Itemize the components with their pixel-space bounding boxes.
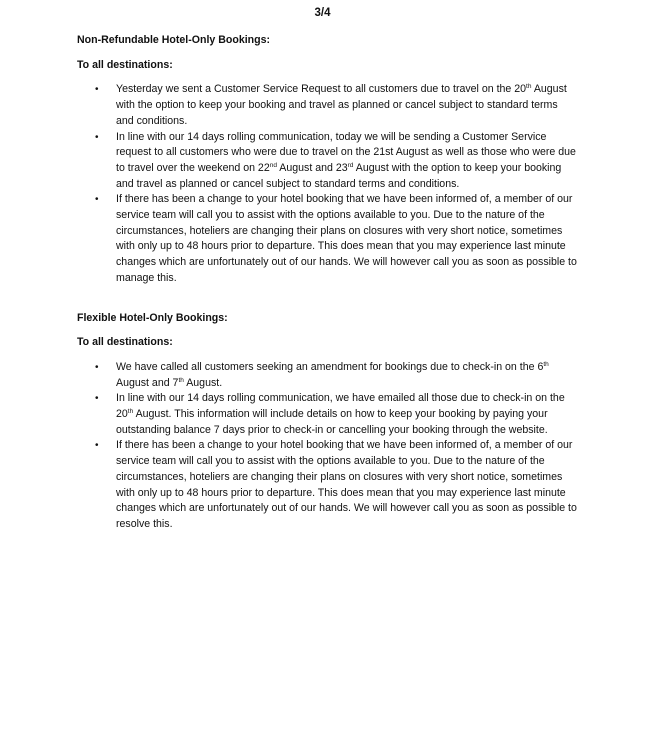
- text-run: In line with our 14 days rolling communication, today we will be sending a Customer Service request to all customers who were due to travel on the 21st August as well as those who were due to travel over the weekend on 22: [116, 130, 576, 174]
- bullet-text: [116, 83, 567, 126]
- ordinal-suffix: nd: [269, 161, 277, 169]
- bullet-text: [116, 193, 577, 284]
- document-body: [77, 33, 577, 533]
- bullet-icon: •: [95, 194, 99, 206]
- text-run: August.: [183, 376, 223, 389]
- bullet-item: [77, 82, 577, 129]
- bullet-icon: •: [95, 131, 99, 143]
- section-flexible: [77, 311, 577, 533]
- bullet-item: [77, 360, 577, 391]
- text-run: August and 7: [116, 376, 179, 389]
- ordinal-suffix: th: [526, 83, 532, 91]
- bullet-text: [116, 131, 576, 190]
- text-run: If there has been a change to your hotel booking that we have been informed of, a member of our service team will call you to assist with the options available to you. Due to the nature of the circumstances, hoteliers are changing their plans on closures with very short notice, sometimes with only up to 48 hours prior to departure. This does mean that you may experience last minute changes which are unfortunately out of our hands. We will however call you as soon as possible to resolve this.: [116, 439, 577, 530]
- text-run: In line with our 14 days rolling communication, we have emailed all those due to check-in on the 20: [116, 392, 565, 421]
- text-run: We have called all customers seeking an amendment for bookings due to check-in on the 6: [116, 360, 544, 373]
- bullet-item: [77, 192, 577, 286]
- section-heading: Flexible Hotel-Only Bookings:: [77, 311, 228, 324]
- bullet-list: [77, 82, 577, 286]
- bullet-icon: •: [95, 440, 99, 452]
- text-run: August with the option to keep your booking and travel as planned or cancel subject to standard terms and conditions.: [116, 83, 567, 127]
- bullet-item: [77, 391, 577, 438]
- bullet-icon: •: [95, 361, 99, 373]
- bullet-item: [77, 130, 577, 193]
- bullet-list: [77, 360, 577, 533]
- bullet-text: [116, 439, 577, 530]
- section-spacer: [77, 287, 577, 311]
- section-subheading: To all destinations:: [77, 336, 173, 349]
- text-run: August. This information will include details on how to keep your booking by paying your outstanding balance 7 days prior to check-in or cancelling your booking through the website.: [116, 408, 548, 436]
- section-non-refundable: [77, 33, 577, 287]
- ordinal-suffix: rd: [347, 161, 354, 169]
- bullet-icon: •: [95, 393, 99, 405]
- ordinal-suffix: th: [127, 408, 134, 416]
- text-run: If there has been a change to your hotel booking that we have been informed of, a member of our service team will call you to assist with the options available to you. Due to the nature of the circumstances, hoteliers are changing their plans on closures with very short notice, sometimes with only up to 48 hours prior to departure. This does mean that you may experience last minute changes which are unfortunately out of our hands. We will however call you as soon as possible to manage this.: [116, 193, 577, 284]
- ordinal-suffix: th: [178, 376, 184, 384]
- page-number: 3/4: [314, 7, 331, 19]
- ordinal-suffix: th: [543, 360, 549, 368]
- bullet-icon: •: [95, 84, 99, 96]
- bullet-text: [116, 392, 565, 435]
- text-run: August and 23: [276, 161, 348, 174]
- text-run: August with the option to keep your booking and travel as planned or cancel subject to standard terms and conditions.: [116, 161, 562, 190]
- section-subheading: To all destinations:: [77, 58, 173, 71]
- text-run: Yesterday we sent a Customer Service Request to all customers due to travel on the 20: [116, 83, 527, 96]
- bullet-text: [116, 361, 549, 389]
- bullet-item: [77, 438, 577, 532]
- section-heading: Non-Refundable Hotel-Only Bookings:: [77, 34, 271, 46]
